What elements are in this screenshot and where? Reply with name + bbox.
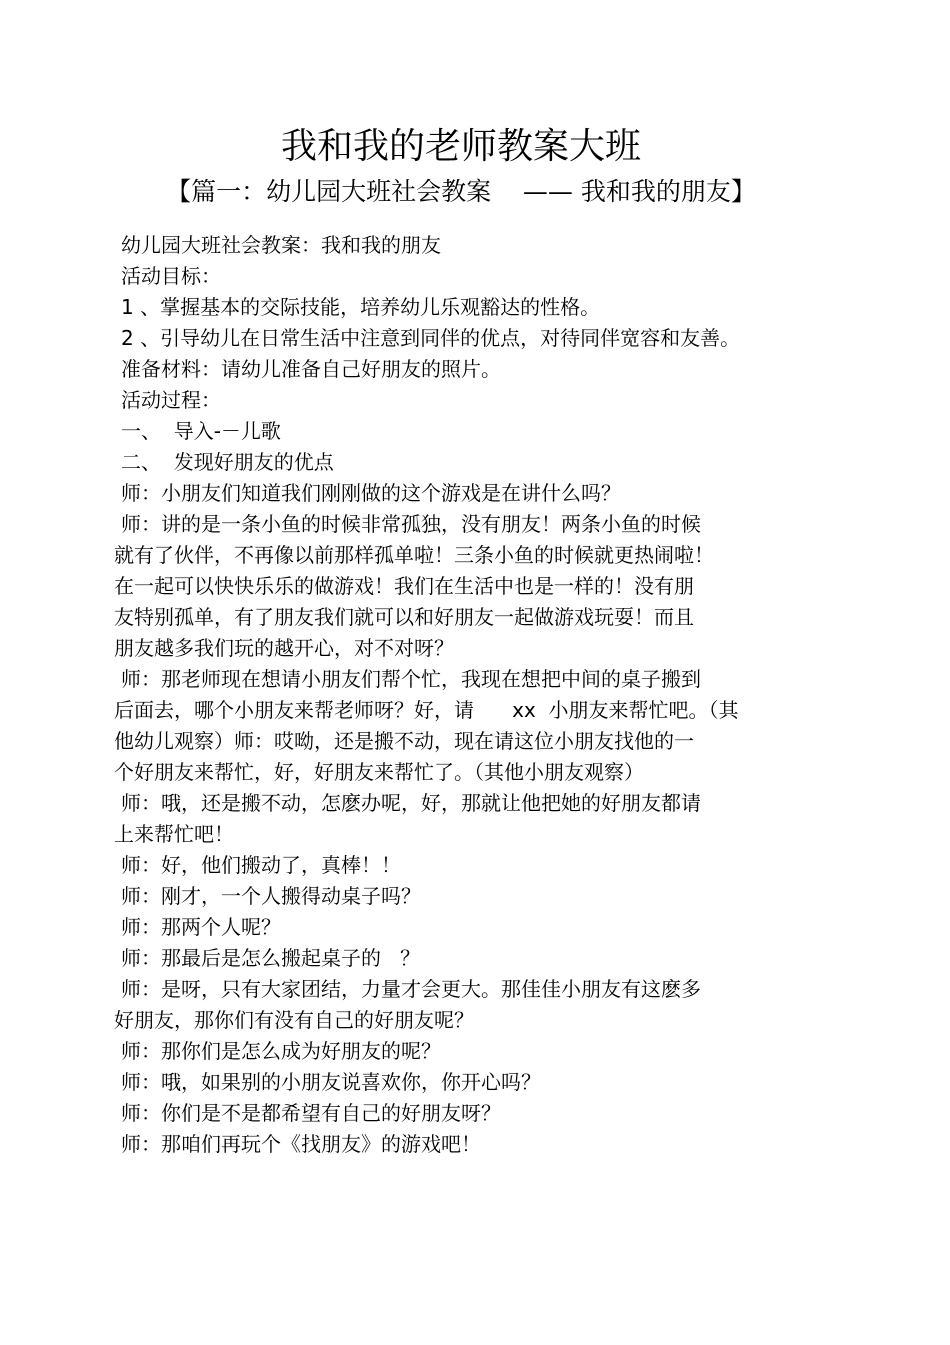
body-line: 友特别孤单，有了朋友我们就可以和好朋友一起做游戏玩耍！而且 [114, 605, 694, 629]
body-line: 幼儿园大班社会教案：我和我的朋友 [121, 233, 441, 257]
body-line: 师：小朋友们知道我们刚刚做的这个游戏是在讲什么吗？ [121, 481, 621, 505]
body-line: 师：那最后是怎么搬起桌子的 ？ [121, 946, 421, 970]
body-line: 师：哦，还是搬不动，怎麽办呢，好，那就让他把她的好朋友都请 [121, 791, 701, 815]
body-line: 活动过程： [121, 388, 221, 412]
body-line: 上来帮忙吧！ [114, 822, 234, 846]
body-line: 师：刚才，一个人搬得动桌子吗？ [121, 884, 421, 908]
document-body [114, 230, 814, 1160]
body-line: 个好朋友来帮忙，好，好朋友来帮忙了。（其他小朋友观察） [114, 760, 644, 784]
body-line: 师：好，他们搬动了，真棒！！ [121, 853, 401, 877]
body-line: 后面去，哪个小朋友来帮老师呀？好，请 xx 小朋友来帮忙吧。（其 [114, 698, 739, 722]
document-title: 我和我的老师教案大班 [280, 126, 641, 167]
body-line: 2 、引导幼儿在日常生活中注意到同伴的优点，对待同伴宽容和友善。 [121, 326, 741, 350]
body-line: 师：那你们是怎么成为好朋友的呢？ [121, 1039, 441, 1063]
body-line: 师：讲的是一条小鱼的时候非常孤独，没有朋友！两条小鱼的时候 [121, 512, 701, 536]
body-line: 1 、掌握基本的交际技能，培养幼儿乐观豁达的性格。 [121, 295, 601, 319]
body-line: 师：你们是不是都希望有自己的好朋友呀？ [121, 1101, 501, 1125]
body-line: 一、 导入-－儿歌 [121, 419, 281, 443]
body-line: 朋友越多我们玩的越开心，对不对呀？ [114, 636, 454, 660]
body-line: 二、 发现好朋友的优点 [121, 450, 334, 474]
body-line: 师：那两个人呢？ [121, 915, 281, 939]
body-line: 准备材料：请幼儿准备自己好朋友的照片。 [121, 357, 501, 381]
body-line: 在一起可以快快乐乐的做游戏！我们在生活中也是一样的！没有朋 [114, 574, 694, 598]
document-subtitle: 【篇一：幼儿园大班社会教案 —— 我和我的朋友】 [166, 177, 756, 206]
body-line: 师：那咱们再玩个《找朋友》的游戏吧！ [121, 1132, 481, 1156]
body-line: 活动目标： [121, 264, 221, 288]
body-line: 就有了伙伴，不再像以前那样孤单啦！三条小鱼的时候就更热闹啦！ [114, 543, 714, 567]
body-line: 师：是呀，只有大家团结，力量才会更大。那佳佳小朋友有这麽多 [121, 977, 701, 1001]
body-line: 好朋友，那你们有没有自己的好朋友呢？ [114, 1008, 474, 1032]
body-line: 师：那老师现在想请小朋友们帮个忙，我现在想把中间的桌子搬到 [121, 667, 701, 691]
body-line: 他幼儿观察）师：哎呦，还是搬不动，现在请这位小朋友找他的一 [114, 729, 694, 753]
body-line: 师：哦，如果别的小朋友说喜欢你，你开心吗？ [121, 1070, 541, 1094]
